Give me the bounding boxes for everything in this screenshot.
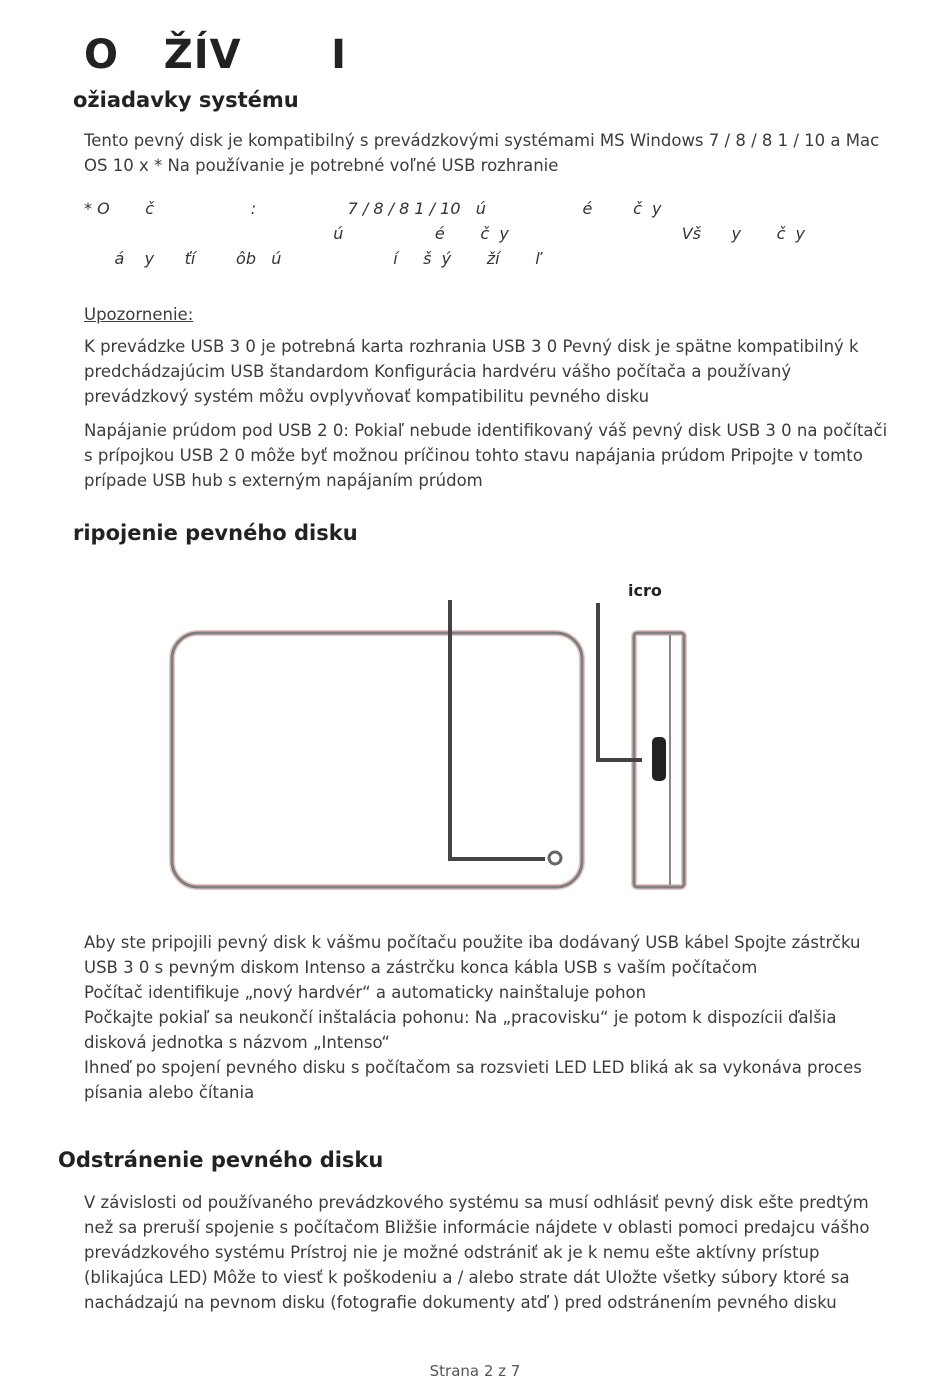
figure-label: icro [628,581,662,600]
removal-paragraph: V závislosti od používaného prevádzkového systému sa musí odhlásiť pevný disk ešte predtým než sa preruší spojenie s počítačom Bližšie informácie nájdete v oblasti pomoci predajcu vášho prevádzkového systému Prístroj nie je možné odstrániť ak je k nemu ešte aktívny prístup (blikajúca LED) Môže to viesť k poškodeniu a / alebo strate dát Uložte všetky súbory ktoré sa nachádzajú na pevnom disku (fotografie dokumenty atď ) pred odstránením pevného disku [84,1193,870,1312]
micro-usb-port [652,737,666,781]
notice-paragraph-2: Napájanie prúdom pod USB 2 0: Pokiaľ nebude identifikovaný váš pevný disk USB 3 0 na počítači s prípojkou USB 2 0 môže byť možnou príčinou tohto stavu napájania prúdom Pripojte v tomto prípade USB hub s externým napájaním prúdom [84,421,888,490]
connection-line-3: Počkajte pokiaľ sa neukončí inštalácia pohonu: Na „pracovisku“ je potom k dispozícii ďalšia disková jednotka s názvom „Intenso“ [84,1008,837,1052]
hard-disk-illustration [150,595,710,905]
led-indicator [549,852,561,864]
connection-line-2: Počítač identifikuje „nový hardvér“ a automaticky nainštaluje pohon [84,983,647,1002]
page-number: Strana 2 z 7 [429,1362,521,1380]
footnote-line-2: ú é č y Vš y č y [84,224,806,243]
connection-line-4: Ihneď po spojení pevného disku s počítačom sa rozsvieti LED LED bliká ak sa vykonáva proces písania alebo čítania [84,1058,862,1102]
drive-body [172,633,582,887]
system-requirements-text [84,128,894,178]
drive-body-outline [172,633,582,887]
connection-line-1: Aby ste pripojili pevný disk k vášmu počítaču použite iba dodávaný USB kábel Spojte zástrčku USB 3 0 s pevným diskom Intenso a zástrčku konca kábla USB s vaším počítačom [84,933,861,977]
footnote-line-3: á y ťí ôb ú í š ý ží ľ [84,249,540,268]
system-requirements-paragraph: Tento pevný disk je kompatibilný s prevádzkovými systémami MS Windows 7 / 8 / 8 1 / 10 a Mac OS 10 x * Na používanie je potrebné voľné USB rozhranie [84,131,880,175]
footnote-line-1: * O č : 7 / 8 / 8 1 / 10 ú é č y [84,199,662,218]
removal-heading: Odstránenie pevného disku [58,1148,384,1172]
page-title: O ŽÍV I [84,32,348,78]
led-pointer-line [450,600,545,859]
system-requirements-heading: ožiadavky systému [73,88,299,112]
notice-label: Upozornenie: [84,305,194,324]
connection-heading: ripojenie pevného disku [73,521,358,545]
connection-instructions [84,930,894,1105]
notice-paragraph-1: K prevádzke USB 3 0 je potrebná karta rozhrania USB 3 0 Pevný disk je spätne kompatibilný k predchádzajúcim USB štandardom Konfigurácia hardvéru vášho počítača a používaný prevádzkový systém môžu ovplyvňovať kompatibilitu pevného disku [84,337,859,406]
